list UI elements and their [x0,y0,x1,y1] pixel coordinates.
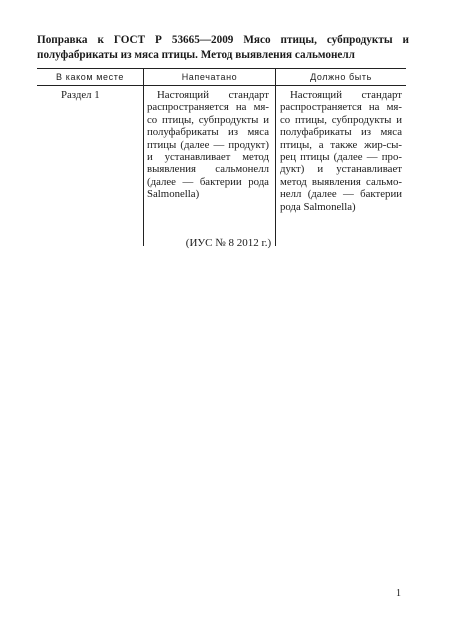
should-be-line: нелл (далее — бактерии [280,188,402,201]
printed-line: выявления сальмонелл [147,163,269,176]
printed-line: полуфабрикаты из мяса [147,126,269,139]
printed-line: (далее — бактерии рода [147,175,269,188]
should-be-line: со птицы, субпродукты и [280,113,402,126]
row-location: Раздел 1 [61,89,100,101]
should-be-text [280,89,402,213]
printed-text [147,89,269,201]
should-be-line: полуфабрикаты из мяса [280,126,402,139]
header-location: В каком месте [56,72,124,82]
printed-line: со птицы, субпродукты и [147,113,269,126]
table-header-rule [37,85,406,86]
printed-line: распространяется на мя- [147,101,269,114]
column-divider-1 [143,68,144,246]
printed-line: птицы (далее — продукт) [147,138,269,151]
should-be-line: рец птицы (далее — про- [280,151,402,164]
publication-note: (ИУС № 8 2012 г.) [185,237,272,249]
page-number: 1 [396,588,401,599]
should-be-line: метод выявления сальмо- [280,175,402,188]
header-printed: Напечатано [181,72,238,82]
document-title: Поправка к ГОСТ Р 53665—2009 Мясо птицы, субпродукты и полуфабрикаты из мяса птицы. Метод выявления сальмонелл [37,34,409,61]
column-divider-2 [275,68,276,246]
should-be-line: птицы, а также жир-сы- [280,138,402,151]
header-should-be: Должно быть [310,72,372,82]
should-be-line: распространяется на мя- [280,101,402,114]
printed-line: Настоящий стандарт [157,89,269,101]
printed-line: Salmonella) [147,188,200,201]
should-be-line: дукт) и устанавливает [280,163,402,176]
should-be-line: рода Salmonella) [280,200,356,213]
printed-line: и устанавливает метод [147,151,269,164]
should-be-line: Настоящий стандарт [290,89,402,101]
table-top-rule [37,68,406,69]
